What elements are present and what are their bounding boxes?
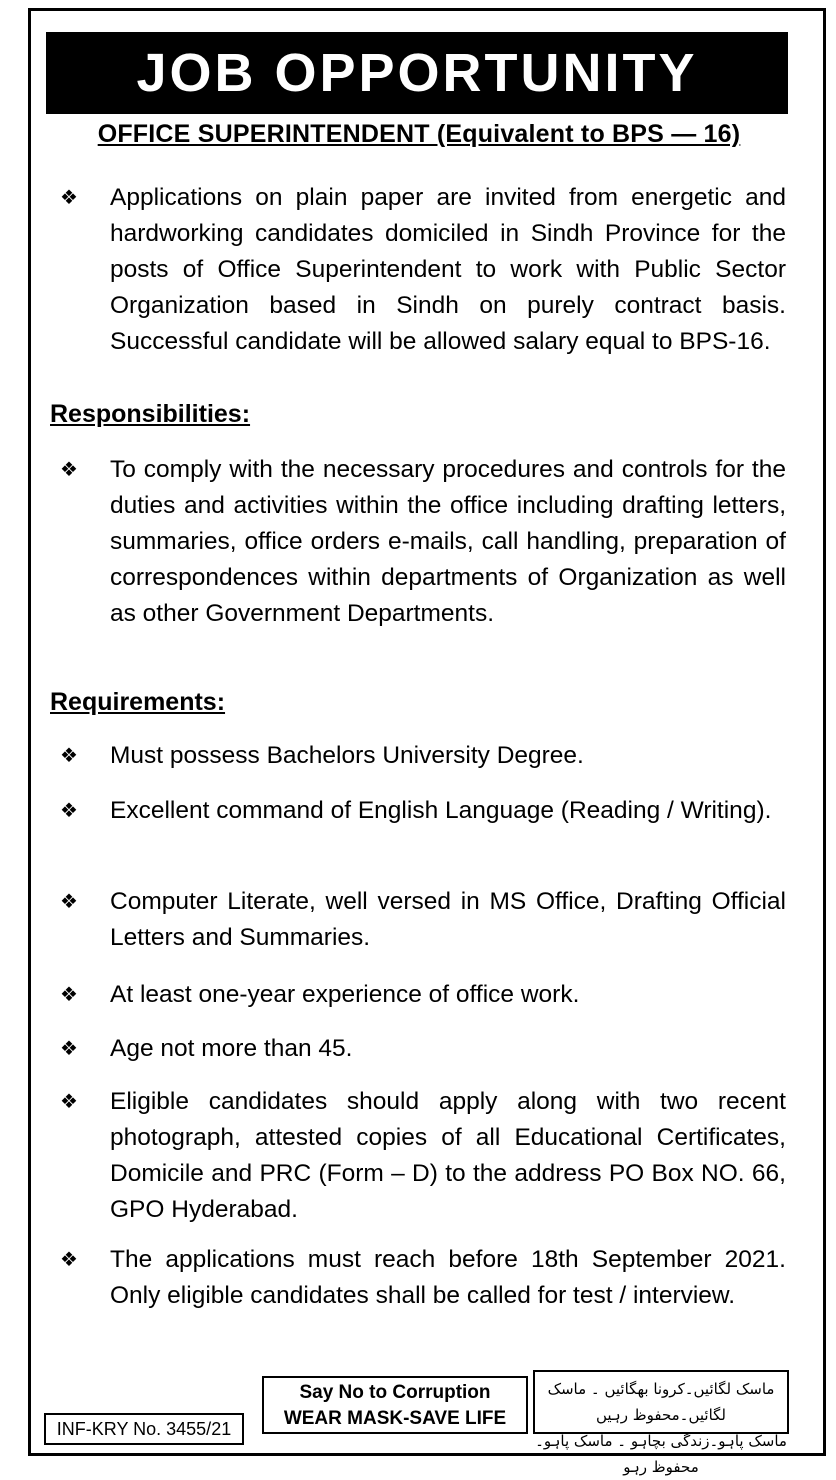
diamond-bullet-icon: ❖ (60, 459, 78, 481)
requirements-heading: Requirements: (50, 688, 226, 716)
slogan-line-2: WEAR MASK-SAVE LIFE (283, 1408, 507, 1429)
position-heading: OFFICE SUPERINTENDENT (Equivalent to BPS — 16) (97, 120, 741, 148)
requirement-item (60, 884, 786, 956)
requirement-item (60, 1084, 786, 1228)
diamond-bullet-icon: ❖ (60, 1091, 78, 1113)
slogan-box (262, 1376, 528, 1434)
requirement-item (60, 977, 786, 1013)
requirement-text: Must possess Bachelors University Degree. (110, 742, 584, 769)
reference-number: INF-KRY No. 3455/21 (44, 1413, 244, 1445)
responsibility-item (60, 452, 786, 632)
requirement-item (60, 1242, 786, 1314)
diamond-bullet-icon: ❖ (60, 187, 78, 209)
requirement-item (60, 1031, 786, 1067)
requirement-item (60, 793, 786, 829)
diamond-bullet-icon: ❖ (60, 984, 78, 1006)
urdu-slogan-line-1: ماسک لگائیں۔کرونا بھگائیں ۔ ماسک لگائیں۔محفوظ رہیں (547, 1380, 775, 1424)
requirement-text: Excellent command of English Language (Reading / Writing). (110, 797, 772, 824)
responsibility-text: To comply with the necessary procedures and controls for the duties and activities within the office including drafting letters, summaries, office orders e-mails, call handling, preparation of correspondences within departments of Organization as well as other Government Departments. (110, 456, 786, 627)
intro-paragraph (60, 180, 786, 360)
diamond-bullet-icon: ❖ (60, 891, 78, 913)
requirement-item (60, 738, 786, 774)
intro-text: Applications on plain paper are invited from energetic and hardworking candidates domiciled in Sindh Province for the posts of Office Superintendent to work with Public Sector Organization based in Sindh on purely contract basis. Successful candidate will be allowed salary equal to BPS-16. (110, 184, 786, 355)
slogan-line-1: Say No to Corruption (299, 1382, 491, 1403)
requirement-text: Age not more than 45. (110, 1035, 353, 1062)
responsibilities-heading: Responsibilities: (50, 400, 251, 428)
urdu-slogan-line-2: ماسک پاہو۔زندگی بچاہو ۔ ماسک پاہو۔محفوظ رہو (535, 1432, 787, 1476)
urdu-slogan-box (533, 1370, 789, 1476)
diamond-bullet-icon: ❖ (60, 800, 78, 822)
diamond-bullet-icon: ❖ (60, 745, 78, 767)
requirement-text: At least one-year experience of office work. (110, 981, 580, 1008)
requirement-text: The applications must reach before 18th September 2021. Only eligible candidates shall be called for test / interview. (110, 1246, 786, 1309)
banner-title: JOB OPPORTUNITY (46, 32, 788, 114)
requirement-text: Eligible candidates should apply along with two recent photograph, attested copies of all Educational Certificates, Domicile and PRC (Form – D) to the address PO Box NO. 66, GPO Hyderabad. (110, 1088, 786, 1223)
requirement-text: Computer Literate, well versed in MS Office, Drafting Official Letters and Summaries. (110, 888, 786, 951)
diamond-bullet-icon: ❖ (60, 1249, 78, 1271)
diamond-bullet-icon: ❖ (60, 1038, 78, 1060)
